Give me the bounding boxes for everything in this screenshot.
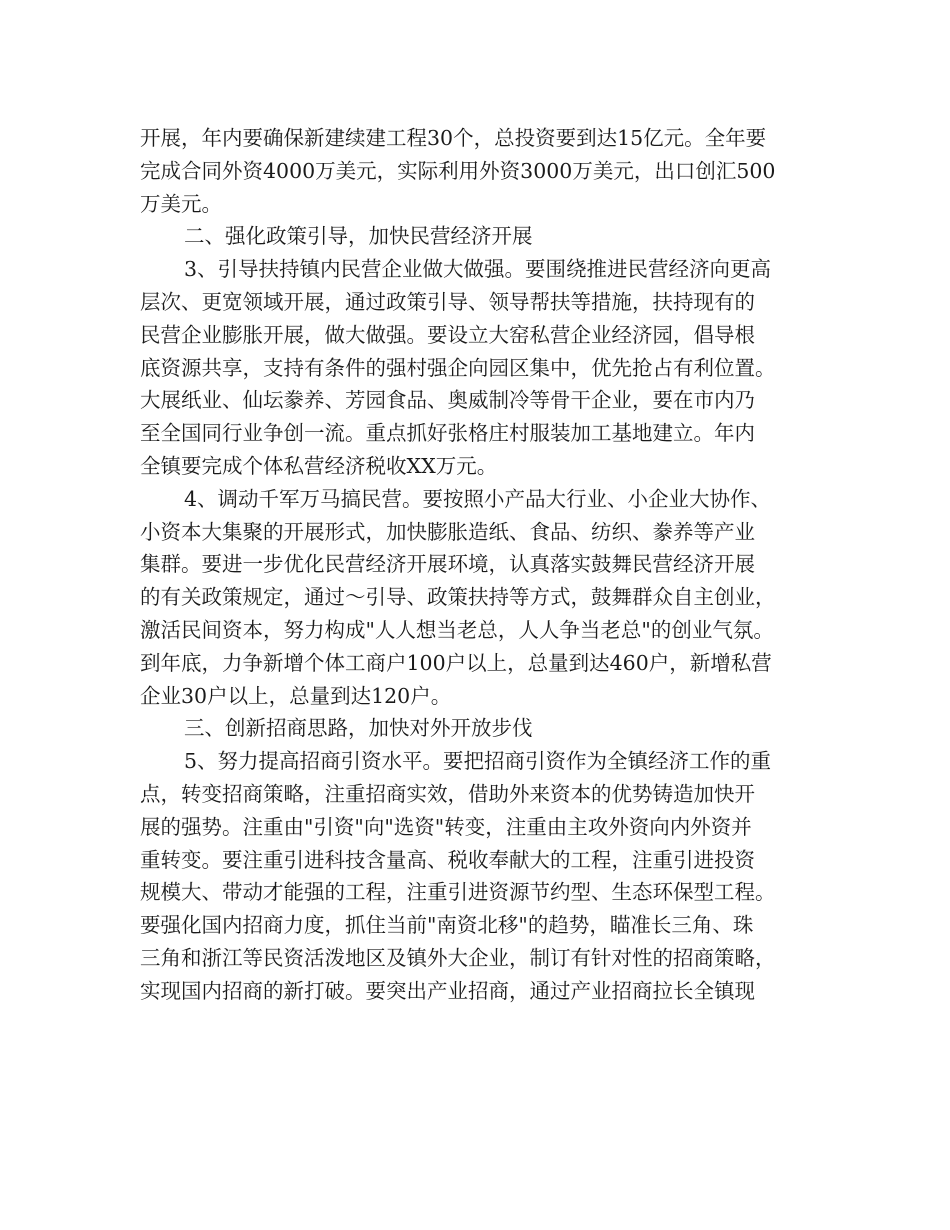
text-line: 展的强势。注重由"引资"向"选资"转变，注重由主攻外资向内外资并 [140,814,752,839]
text-line: 重转变。要注重引进科技含量高、税收奉献大的工程，注重引进投资 [140,847,755,872]
text-line: 小资本大集聚的开展形式，加快膨胀造纸、食品、纺织、豢养等产业 [140,519,755,544]
text-line: 实现国内招商的新打破。要突出产业招商，通过产业招商拉长全镇现 [140,978,755,1003]
text-line: 全镇要完成个体私营经济税收XX万元。 [140,453,498,478]
text-line: 万美元。 [140,191,222,216]
text-line: 至全国同行业争创一流。重点抓好张格庄村服装加工基地建立。年内 [140,421,755,446]
text-line: 二、强化政策引导，加快民营经济开展 [184,224,533,249]
document-body [140,122,812,1008]
text-line: 完成合同外资4000万美元，实际利用外资3000万美元，出口创汇500 [140,158,776,183]
text-line: 底资源共享，支持有条件的强村强企向园区集中，优先抢占有利位置。 [140,355,776,380]
text-line: 开展，年内要确保新建续建工程30个，总投资要到达15亿元。全年要 [140,126,767,150]
text-line: 大展纸业、仙坛豢养、芳园食品、奥威制冷等骨干企业，要在市内乃 [140,388,755,413]
text-line: 要强化国内招商力度，抓住当前"南资北移"的趋势，瞄准长三角、珠 [140,913,754,938]
text-line: 4、调动千军万马搞民营。要按照小产品大行业、小企业大协作、 [184,486,772,511]
text-line: 的有关政策规定，通过～引导、政策扶持等方式，鼓舞群众自主创业， [140,585,776,610]
text-line: 规模大、带动才能强的工程，注重引进资源节约型、生态环保型工程。 [140,880,776,905]
text-line: 层次、更宽领域开展，通过政策引导、领导帮扶等措施，扶持现有的 [140,289,755,314]
text-line: 点，转变招商策略，注重招商实效，借助外来资本的优势铸造加快开 [140,781,755,806]
text-line: 5、努力提高招商引资水平。要把招商引资作为全镇经济工作的重 [184,749,772,774]
text-line: 集群。要进一步优化民营经济开展环境，认真落实鼓舞民营经济开展 [140,552,755,577]
text-line: 三角和浙江等民资活泼地区及镇外大企业，制订有针对性的招商策略， [140,945,776,970]
text-line: 到年底，力争新增个体工商户100户以上，总量到达460户，新增私营 [140,650,772,675]
text-line: 企业30户以上，总量到达120户。 [140,683,452,708]
text-line: 激活民间资本，努力构成"人人想当老总，人人争当老总"的创业气氛。 [140,617,774,642]
text-line: 民营企业膨胀开展，做大做强。要设立大窑私营企业经济园，倡导根 [140,322,755,347]
text-line: 三、创新招商思路，加快对外开放步伐 [184,716,533,741]
text-line: 3、引导扶持镇内民营企业做大做强。要围绕推进民营经济向更高 [184,257,772,282]
